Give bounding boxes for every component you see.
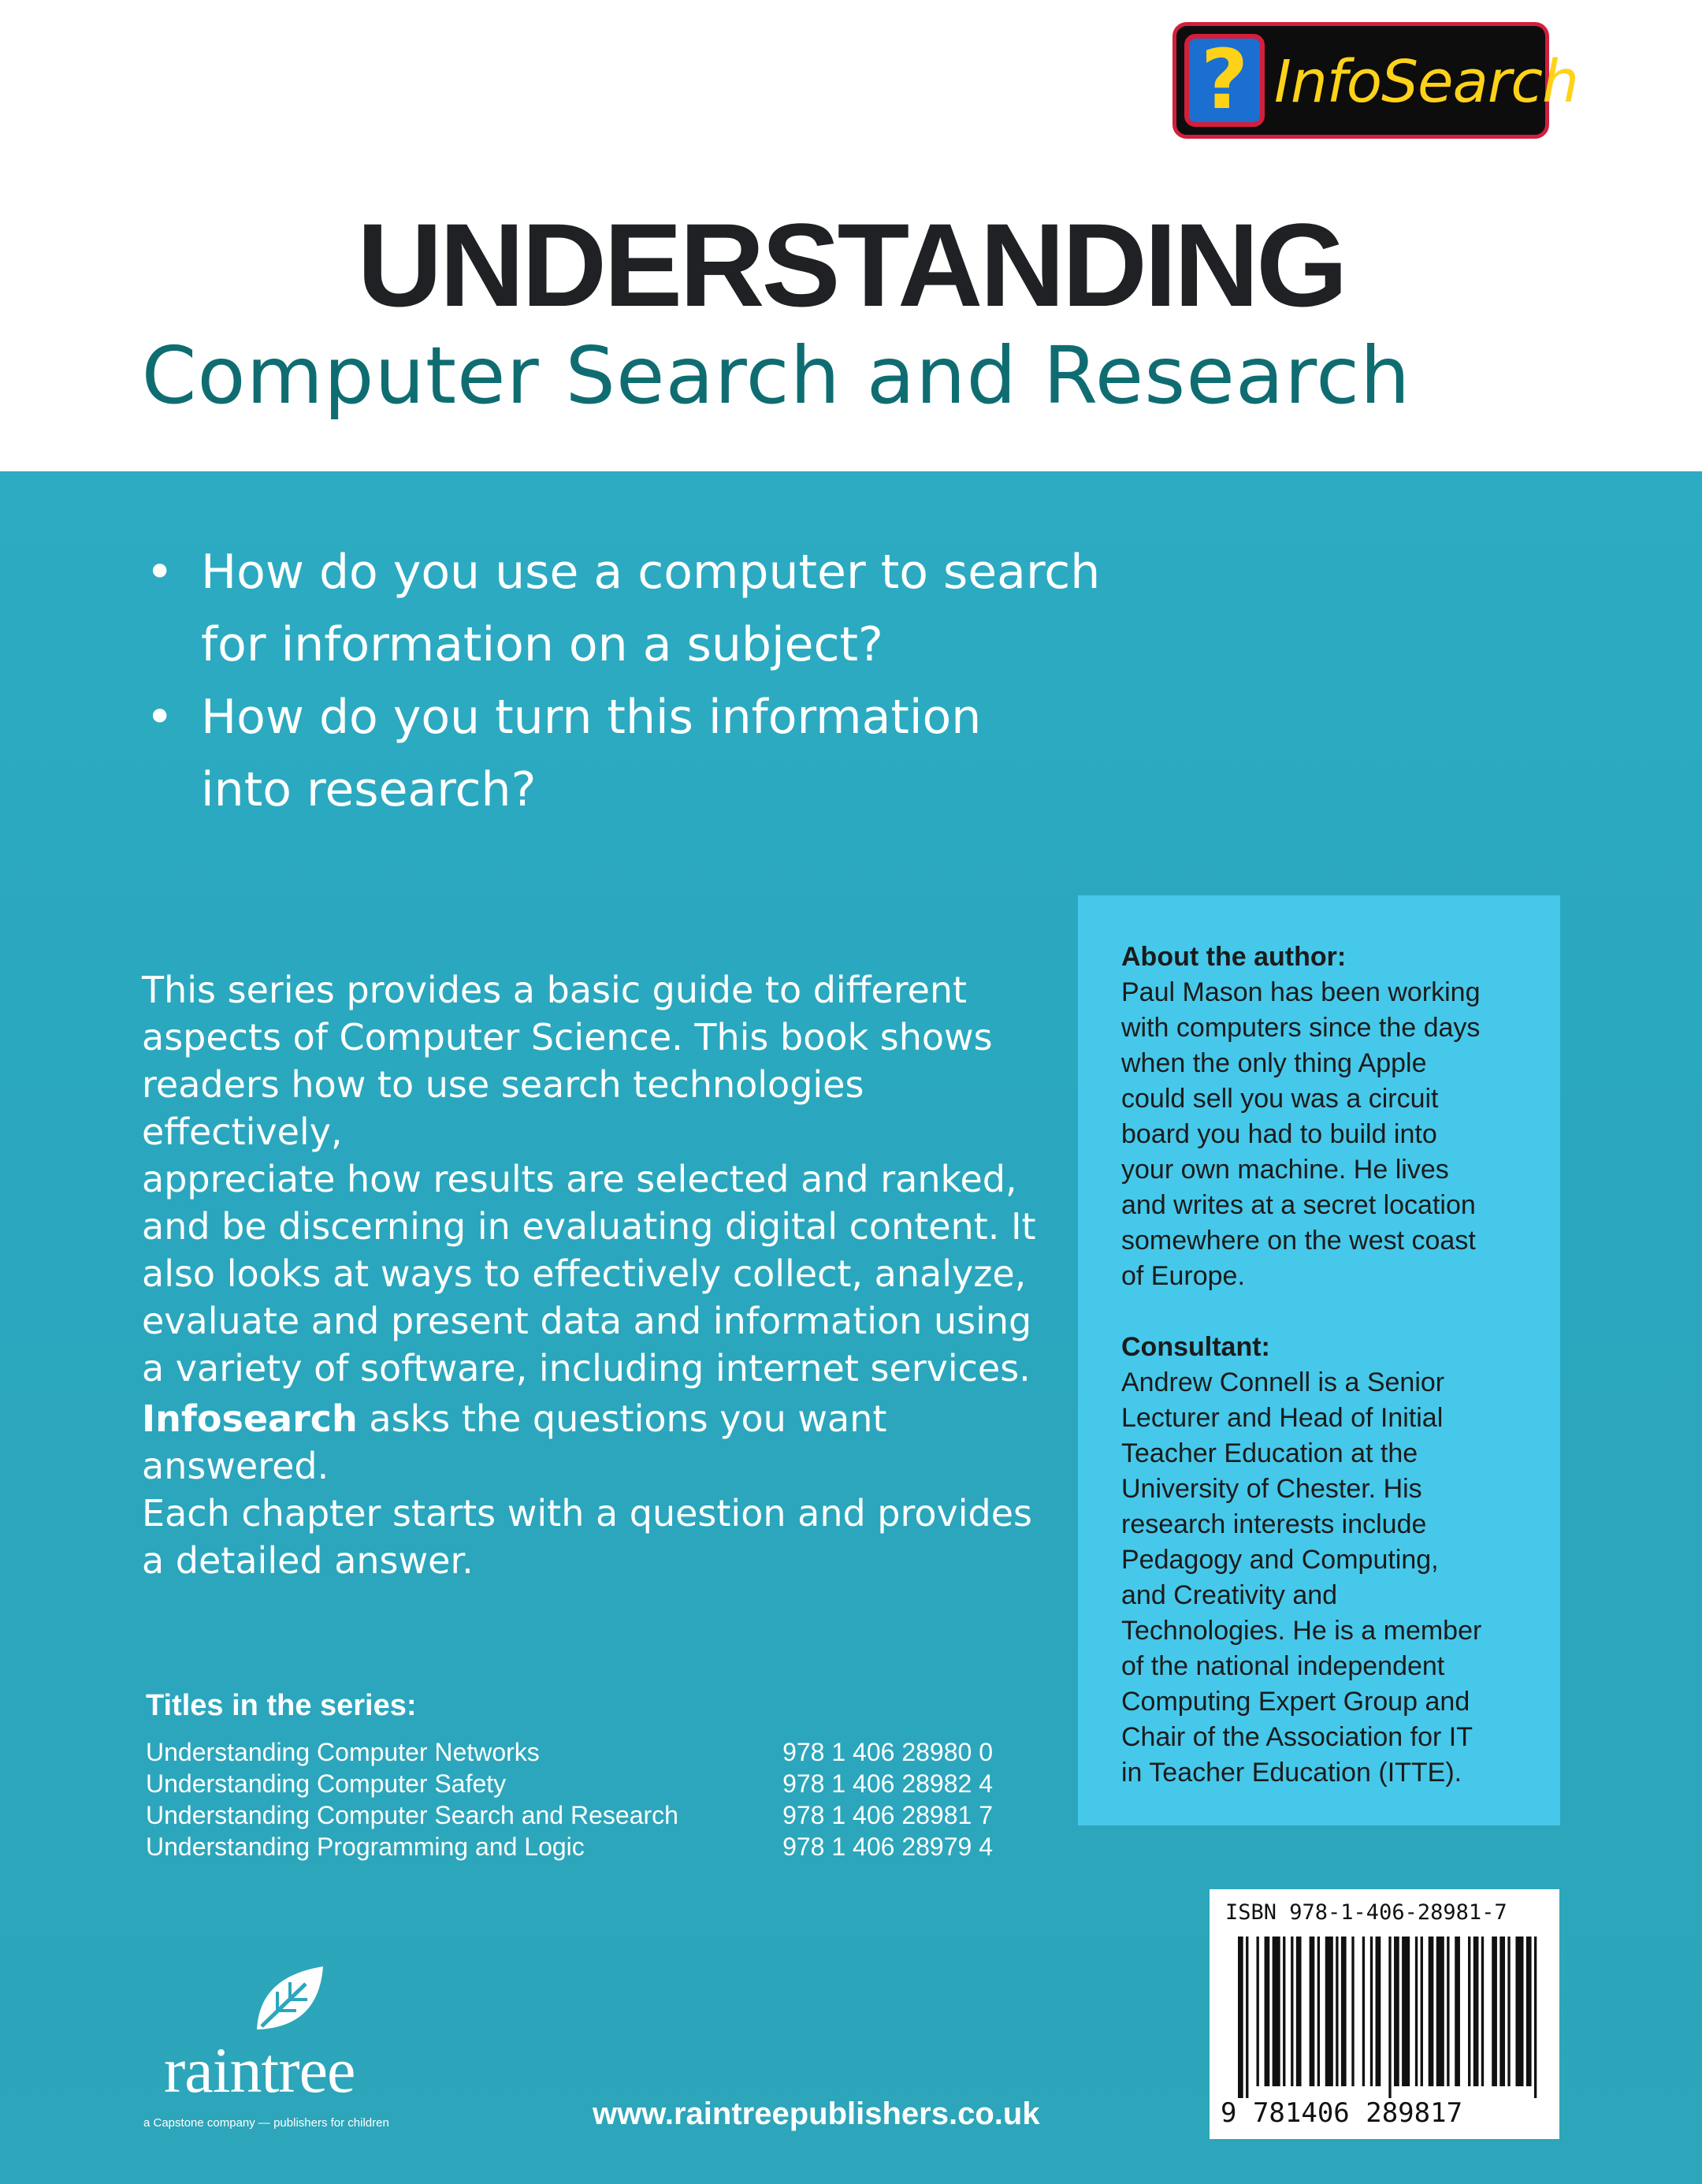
question-mark-icon: ?	[1184, 34, 1265, 127]
consultant-line: Pedagogy and Computing,	[1121, 1545, 1439, 1575]
author-heading: About the author:	[1121, 942, 1347, 972]
description-line: aspects of Computer Science. This book shows	[142, 1016, 993, 1059]
consultant-line: Andrew Connell is a Senior	[1121, 1367, 1445, 1397]
consultant-line: research interests include	[1121, 1509, 1427, 1539]
series-title: Understanding Computer Networks	[146, 1738, 540, 1766]
series-item	[146, 1799, 993, 1831]
series-item	[146, 1831, 993, 1862]
infosearch-blurb	[142, 1395, 1040, 1584]
isbn-label: ISBN 978-1-406-28981-7	[1225, 1900, 1507, 1925]
series-isbn: 978 1 406 28982 4	[782, 1769, 993, 1798]
description-line: appreciate how results are selected and ranked,	[142, 1158, 1017, 1200]
about-author-box	[1078, 895, 1560, 1825]
consultant-heading: Consultant:	[1121, 1332, 1270, 1362]
question-2	[146, 681, 982, 826]
publisher-tagline: a Capstone company — publishers for children	[143, 2116, 389, 2130]
infosearch-bold: Infosearch	[142, 1397, 358, 1440]
logo-text: InfoSearch	[1274, 48, 1578, 116]
series-isbn: 978 1 406 28980 0	[782, 1738, 993, 1766]
series-title: Understanding Programming and Logic	[146, 1832, 585, 1861]
series-title: Understanding Computer Safety	[146, 1769, 507, 1798]
description-line: readers how to use search technologies effectively,	[142, 1063, 864, 1153]
blurb-line	[142, 1395, 1040, 1490]
author-line: Paul Mason has been working	[1121, 977, 1481, 1007]
author-line: your own machine. He lives	[1121, 1155, 1449, 1185]
question-line: into research?	[201, 762, 537, 817]
author-line: could sell you was a circuit	[1121, 1084, 1439, 1114]
question-line: How do you turn this information	[201, 690, 982, 745]
bullet-icon: •	[146, 545, 174, 600]
series-list	[146, 1736, 993, 1862]
series-isbn: 978 1 406 28981 7	[782, 1801, 993, 1829]
consultant-line: Technologies. He is a member	[1121, 1616, 1482, 1646]
consultant-line: and Creativity and	[1121, 1580, 1338, 1610]
barcode-digits: 9 781406 289817	[1221, 2097, 1463, 2129]
leaf-logo-icon	[251, 1960, 329, 2036]
author-line: of Europe.	[1121, 1261, 1245, 1291]
consultant-line: University of Chester. His	[1121, 1474, 1422, 1504]
description-line: evaluate and present data and information using	[142, 1300, 1032, 1342]
consultant-line: in Teacher Education (ITTE).	[1121, 1758, 1462, 1788]
description-line: a variety of software, including internet services.	[142, 1347, 1031, 1390]
author-line: when the only thing Apple	[1121, 1048, 1427, 1078]
question-1	[146, 536, 1101, 681]
question-line: for information on a subject?	[201, 617, 883, 672]
page-title: UNDERSTANDING	[357, 199, 1345, 331]
blurb-line: a detailed answer.	[142, 1539, 474, 1582]
blurb-text: asks the questions you want answered.	[142, 1397, 887, 1487]
author-line: with computers since the days	[1121, 1013, 1481, 1043]
series-item	[146, 1736, 993, 1768]
description-line: and be discerning in evaluating digital content. It	[142, 1205, 1036, 1248]
barcode-icon	[1238, 1937, 1542, 2098]
series-title: Understanding Computer Search and Research	[146, 1801, 678, 1829]
series-isbn: 978 1 406 28979 4	[782, 1832, 993, 1861]
blurb-line: Each chapter starts with a question and provides	[142, 1492, 1033, 1535]
bullet-icon: •	[146, 690, 174, 745]
consultant-line: Lecturer and Head of Initial	[1121, 1403, 1444, 1433]
question-line: How do you use a computer to search	[201, 545, 1101, 600]
author-line: somewhere on the west coast	[1121, 1226, 1476, 1256]
description-line: also looks at ways to effectively collect, analyze,	[142, 1252, 1027, 1295]
consultant-line: Teacher Education at the	[1121, 1438, 1418, 1468]
isbn-barcode-box	[1210, 1889, 1559, 2139]
description-line: This series provides a basic guide to different	[142, 969, 968, 1011]
series-item	[146, 1768, 993, 1799]
series-heading: Titles in the series:	[146, 1689, 417, 1722]
consultant-line: Computing Expert Group and	[1121, 1687, 1470, 1717]
publisher-website-link[interactable]: www.raintreepublishers.co.uk	[593, 2097, 1040, 2131]
consultant-line: Chair of the Association for IT	[1121, 1722, 1473, 1752]
consultant-line: of the national independent	[1121, 1651, 1445, 1681]
series-description	[142, 966, 1040, 1392]
author-line: and writes at a secret location	[1121, 1190, 1476, 1220]
infosearch-logo	[1172, 22, 1578, 139]
author-line: board you had to build into	[1121, 1119, 1437, 1149]
publisher-name: raintree	[164, 2034, 355, 2106]
page-subtitle: Computer Search and Research	[141, 329, 1411, 422]
